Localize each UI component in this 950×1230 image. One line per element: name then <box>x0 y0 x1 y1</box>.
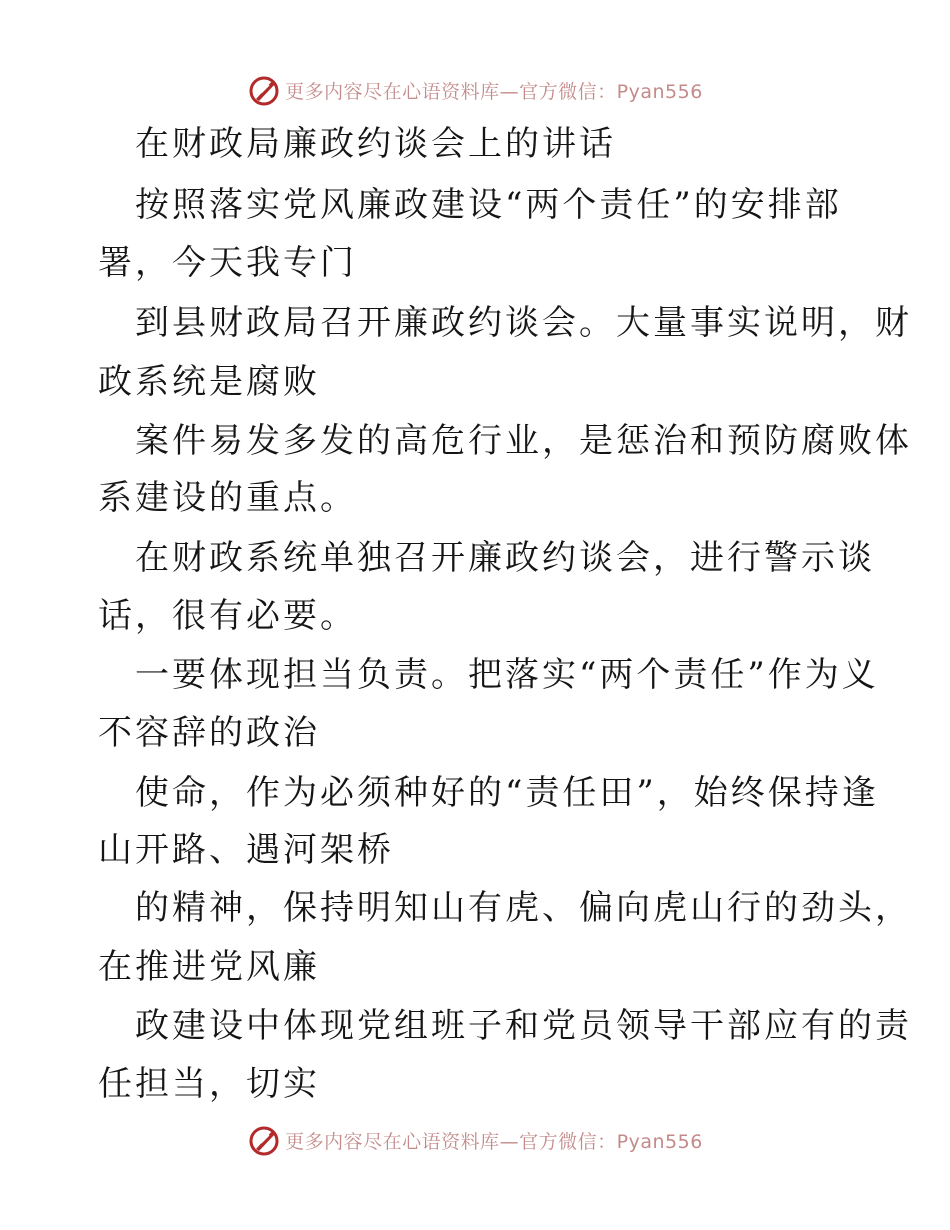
document-title: 在财政局廉政约谈会上的讲话 <box>98 124 616 164</box>
paragraph-line: 在财政系统单独召开廉政约谈会，进行警示谈 <box>98 538 875 578</box>
feather-pen-logo-icon <box>247 73 281 107</box>
header-watermark <box>0 70 950 110</box>
paragraph-line: 到县财政局召开廉政约谈会。大量事实说明，财 <box>98 303 912 343</box>
paragraph-line: 山开路、遇河架桥 <box>98 830 394 870</box>
feather-pen-logo-icon <box>247 1123 281 1157</box>
paragraph-line: 按照落实党风廉政建设“两个责任”的安排部 <box>98 185 842 225</box>
paragraph-line: 在推进党风廉 <box>98 947 320 987</box>
paragraph-line: 一要体现担当负责。把落实“两个责任”作为义 <box>98 655 879 695</box>
paragraph-line: 不容辞的政治 <box>98 713 320 753</box>
paragraph-line: 系建设的重点。 <box>98 478 357 518</box>
paragraph-line: 任担当，切实 <box>98 1064 320 1104</box>
footer-watermark <box>0 1120 950 1160</box>
watermark-text: 更多内容尽在心语资料库—官方微信：Pyan556 <box>285 1130 703 1153</box>
paragraph-line: 署，今天我专门 <box>98 243 357 283</box>
paragraph-line: 政建设中体现党组班子和党员领导干部应有的责 <box>98 1006 912 1046</box>
paragraph-line: 话，很有必要。 <box>98 596 357 636</box>
watermark-text: 更多内容尽在心语资料库—官方微信：Pyan556 <box>285 80 703 103</box>
paragraph-line: 的精神，保持明知山有虎、偏向虎山行的劲头， <box>98 888 912 928</box>
paragraph-line: 案件易发多发的高危行业，是惩治和预防腐败体 <box>98 421 912 461</box>
paragraph-line: 政系统是腐败 <box>98 362 320 402</box>
paragraph-line: 使命，作为必须种好的“责任田”，始终保持逢 <box>98 773 879 813</box>
